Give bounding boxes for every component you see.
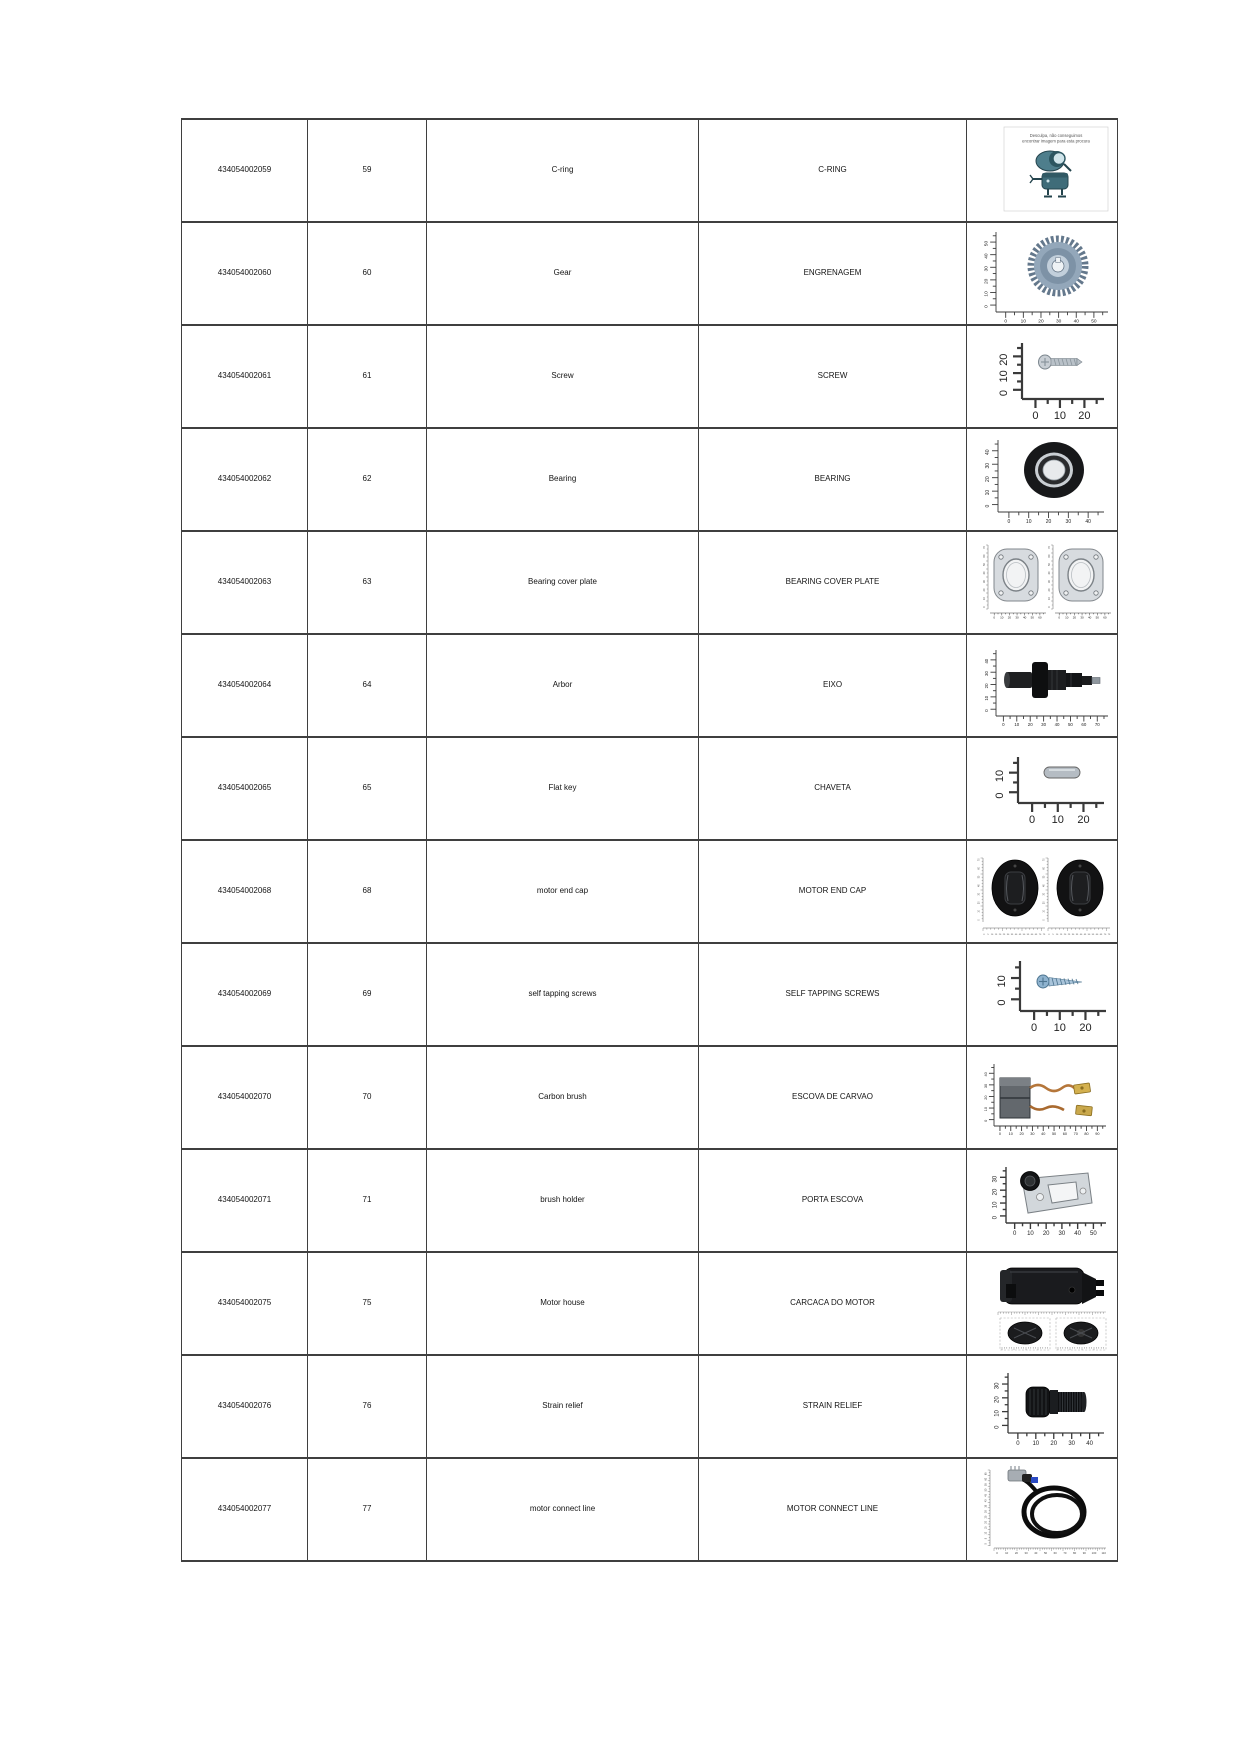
table-row [182,634,1118,737]
svg-text:30: 30 [994,1382,1001,1390]
svg-text:20: 20 [1077,410,1091,422]
svg-text:0: 0 [992,615,995,620]
svg-text:10: 10 [984,291,990,297]
svg-text:0: 0 [998,1131,1001,1136]
carbon-brush-image [970,1048,1115,1147]
svg-text:0: 0 [1001,721,1005,727]
svg-text:90: 90 [1082,1551,1086,1555]
part-image-cell [967,634,1118,737]
part-name-pt-cell: EIXO [699,634,967,737]
part-name-pt-cell: BEARING [699,428,967,531]
svg-text:0: 0 [983,1119,988,1122]
svg-text:50: 50 [982,563,986,566]
svg-text:30: 30 [982,580,986,583]
svg-text:50: 50 [1067,721,1073,727]
bearing-image [970,430,1115,529]
part-image-cell [967,840,1118,943]
item-number-cell: 65 [308,737,427,840]
svg-text:40: 40 [983,1072,988,1077]
svg-text:0: 0 [984,1543,987,1545]
svg-text:70: 70 [1043,858,1045,862]
svg-text:20: 20 [1007,615,1011,620]
svg-text:40: 40 [1047,571,1051,575]
table-row [182,119,1118,222]
svg-text:0: 0 [997,390,1010,397]
svg-text:20: 20 [1072,615,1076,620]
svg-text:10: 10 [1013,721,1019,727]
svg-text:35: 35 [1075,934,1078,936]
svg-text:40: 40 [1040,1131,1045,1136]
table-row [182,1252,1118,1355]
parts-table-body [182,119,1118,1561]
svg-text:40: 40 [1054,721,1059,727]
svg-text:10: 10 [1047,597,1051,600]
svg-text:0: 0 [994,1425,1001,1429]
svg-text:10: 10 [990,934,993,936]
svg-text:10: 10 [995,975,1008,988]
svg-text:60: 60 [984,1477,987,1481]
part-name-pt-cell: STRAIN RELIEF [699,1355,967,1458]
svg-text:20: 20 [1047,588,1051,592]
svg-text:40: 40 [984,253,990,259]
part-name-pt-cell: SELF TAPPING SCREWS [699,943,967,1046]
svg-text:encontrar imagem para esta pro: encontrar imagem para esta procura [1021,138,1090,144]
svg-text:20: 20 [1076,814,1090,826]
svg-text:30: 30 [1058,1231,1065,1237]
svg-text:15: 15 [1059,934,1062,936]
svg-text:10: 10 [994,1410,1001,1417]
svg-text:30: 30 [1065,519,1071,525]
svg-text:40: 40 [1043,884,1045,887]
svg-text:10: 10 [1031,1441,1039,1447]
svg-text:30: 30 [1055,319,1061,323]
part-name-en-cell: self tapping screws [427,943,699,1046]
svg-text:30: 30 [984,266,990,272]
part-name-en-cell: Bearing [427,428,699,531]
svg-text:10: 10 [1051,814,1064,826]
svg-text:30: 30 [1024,1551,1028,1555]
svg-text:50: 50 [984,1488,987,1492]
svg-text:10: 10 [978,910,980,913]
svg-text:50: 50 [1051,1131,1056,1136]
svg-text:0: 0 [995,999,1008,1006]
svg-text:10: 10 [1064,615,1068,620]
part-number-cell: 434054002076 [182,1355,308,1458]
svg-text:70: 70 [978,858,980,862]
part-name-pt-cell: BEARING COVER PLATE [699,531,967,634]
svg-text:20: 20 [1043,901,1045,905]
svg-text:0: 0 [1012,1231,1016,1237]
svg-text:65: 65 [984,1472,987,1476]
svg-text:40: 40 [984,449,991,456]
svg-text:70: 70 [1038,934,1041,936]
part-name-en-cell: motor connect line [427,1458,699,1561]
svg-text:40: 40 [1084,519,1091,525]
svg-text:25: 25 [984,1515,987,1519]
svg-text:20: 20 [1049,1441,1057,1447]
svg-text:20: 20 [1063,934,1066,936]
svg-text:20: 20 [1042,1231,1050,1237]
svg-text:60: 60 [1030,934,1033,936]
part-number-cell: 434054002063 [182,531,308,634]
svg-text:0: 0 [1047,934,1050,936]
part-name-pt-cell: MOTOR CONNECT LINE [699,1458,967,1561]
svg-text:5: 5 [984,1537,987,1540]
svg-text:30: 30 [1067,1441,1075,1447]
part-image-cell [967,428,1118,531]
svg-text:100: 100 [1091,1551,1096,1555]
svg-text:0: 0 [978,919,980,921]
svg-text:40: 40 [978,884,980,887]
part-name-pt-cell: PORTA ESCOVA [699,1149,967,1252]
svg-text:50: 50 [1087,934,1090,936]
part-name-pt-cell: C-RING [699,119,967,222]
svg-text:50: 50 [1047,563,1051,566]
svg-text:25: 25 [1002,934,1005,936]
table-row [182,943,1118,1046]
svg-text:0: 0 [1030,1022,1037,1034]
svg-text:60: 60 [1095,934,1098,936]
part-name-en-cell: Arbor [427,634,699,737]
end-caps-image [970,842,1115,941]
svg-text:40: 40 [1022,615,1026,620]
svg-text:30: 30 [984,462,991,469]
svg-text:25: 25 [1067,934,1070,936]
part-number-cell: 434054002062 [182,428,308,531]
svg-text:0: 0 [1003,319,1007,323]
svg-text:30: 30 [1029,1131,1035,1136]
svg-text:20: 20 [998,934,1001,936]
svg-text:20: 20 [982,588,986,592]
svg-text:30: 30 [983,1083,988,1089]
svg-text:40: 40 [1014,934,1017,936]
part-name-pt-cell: ENGRENAGEM [699,222,967,325]
svg-text:80: 80 [1072,1551,1076,1555]
table-row [182,428,1118,531]
table-row [182,737,1118,840]
svg-text:35: 35 [1010,934,1013,936]
svg-text:65: 65 [1099,934,1102,936]
svg-text:65: 65 [1034,934,1037,936]
svg-text:0: 0 [992,1216,999,1220]
part-image-cell [967,119,1118,222]
svg-text:10: 10 [1055,934,1058,936]
svg-text:50: 50 [1095,615,1099,620]
part-image-cell [967,222,1118,325]
svg-text:40: 40 [984,1499,987,1503]
part-number-cell: 434054002061 [182,325,308,428]
part-name-en-cell: C-ring [427,119,699,222]
svg-text:40: 40 [1087,615,1091,620]
svg-text:20: 20 [983,683,989,689]
flat-key-image [970,739,1115,838]
part-name-en-cell: brush holder [427,1149,699,1252]
table-row [182,531,1118,634]
svg-text:75: 75 [1042,934,1045,936]
svg-text:10: 10 [984,489,991,496]
svg-text:10: 10 [984,1531,987,1535]
svg-text:0: 0 [1043,919,1045,921]
svg-text:40: 40 [1033,1551,1037,1555]
table-row [182,1355,1118,1458]
svg-text:0: 0 [982,606,986,608]
svg-text:20: 20 [984,1521,987,1524]
svg-text:35: 35 [984,1504,987,1508]
svg-text:70: 70 [982,546,986,549]
part-number-cell: 434054002069 [182,943,308,1046]
part-name-en-cell: Screw [427,325,699,428]
svg-text:45: 45 [1018,934,1021,936]
svg-text:20: 20 [984,278,990,284]
part-number-cell: 434054002070 [182,1046,308,1149]
svg-text:55: 55 [1026,934,1029,936]
table-row [182,325,1118,428]
svg-text:10: 10 [997,370,1010,383]
svg-text:0: 0 [1057,615,1060,620]
placeholder-image [970,121,1115,220]
svg-text:10: 10 [1053,1022,1066,1034]
part-image-cell [967,943,1118,1046]
svg-text:70: 70 [1047,546,1051,549]
part-name-pt-cell: SCREW [699,325,967,428]
item-number-cell: 63 [308,531,427,634]
svg-text:110: 110 [1100,1551,1106,1555]
svg-text:40: 40 [1073,319,1079,323]
part-number-cell: 434054002068 [182,840,308,943]
svg-text:30: 30 [978,892,980,896]
strain-relief-image [970,1357,1115,1456]
svg-text:80: 80 [1083,1131,1089,1136]
part-image-cell [967,1355,1118,1458]
item-number-cell: 71 [308,1149,427,1252]
svg-text:60: 60 [1047,554,1051,558]
svg-text:10: 10 [1008,1131,1013,1136]
svg-text:90: 90 [1094,1131,1099,1136]
part-image-cell [967,1458,1118,1561]
svg-text:10: 10 [1053,410,1066,422]
svg-text:45: 45 [1083,934,1086,936]
svg-text:75: 75 [1107,934,1110,936]
svg-text:60: 60 [1062,1131,1067,1136]
svg-text:20: 20 [992,1188,999,1196]
arbor-image [970,636,1115,735]
svg-text:20: 20 [1045,519,1051,525]
brush-holder-image [970,1151,1115,1250]
svg-text:20: 20 [994,1396,1001,1403]
table-row [182,222,1118,325]
svg-text:70: 70 [1094,721,1100,727]
tapping-screw-image [970,945,1115,1044]
svg-text:0: 0 [984,305,990,308]
svg-text:30: 30 [1014,615,1019,620]
part-name-en-cell: Bearing cover plate [427,531,699,634]
part-image-cell [967,1149,1118,1252]
svg-text:20: 20 [1018,1131,1024,1136]
svg-text:0: 0 [1015,1441,1020,1447]
svg-text:20: 20 [1027,721,1033,727]
item-number-cell: 70 [308,1046,427,1149]
part-number-cell: 434054002071 [182,1149,308,1252]
svg-text:15: 15 [994,934,997,936]
part-name-pt-cell: CARCACA DO MOTOR [699,1252,967,1355]
svg-text:5: 5 [1051,934,1054,936]
svg-text:40: 40 [1085,1441,1093,1447]
svg-text:10: 10 [1020,319,1026,323]
svg-text:30: 30 [1047,580,1051,583]
svg-text:30: 30 [1040,721,1046,727]
svg-text:0: 0 [983,709,989,712]
svg-text:0: 0 [995,1551,998,1555]
item-number-cell: 69 [308,943,427,1046]
svg-text:40: 40 [983,658,989,664]
svg-text:0: 0 [982,934,985,936]
svg-text:55: 55 [1091,934,1094,936]
svg-text:15: 15 [984,1526,987,1530]
svg-text:40: 40 [1073,1231,1081,1237]
svg-text:70: 70 [1062,1551,1066,1555]
screw-image [970,327,1115,426]
svg-text:Desculpa, não conseguimos: Desculpa, não conseguimos [1029,133,1082,138]
svg-text:20: 20 [983,1095,988,1100]
svg-text:5: 5 [986,934,989,936]
part-name-pt-cell: ESCOVA DE CARVAO [699,1046,967,1149]
svg-text:20: 20 [978,901,980,905]
svg-text:55: 55 [984,1483,987,1486]
svg-text:60: 60 [1053,1551,1057,1555]
svg-text:30: 30 [1006,934,1009,936]
svg-text:40: 40 [1079,934,1082,936]
svg-text:0: 0 [1028,814,1035,826]
svg-text:20: 20 [997,353,1010,366]
part-image-cell [967,325,1118,428]
svg-text:0: 0 [1007,519,1010,525]
svg-text:50: 50 [1030,615,1034,620]
svg-text:10: 10 [992,1201,999,1209]
part-number-cell: 434054002064 [182,634,308,737]
svg-text:10: 10 [999,615,1003,620]
svg-text:60: 60 [1037,615,1042,620]
svg-text:0: 0 [993,792,1006,799]
table-row [182,1149,1118,1252]
svg-text:70: 70 [1103,934,1106,936]
svg-text:70: 70 [1073,1131,1078,1136]
svg-text:50: 50 [984,240,990,247]
svg-text:10: 10 [993,769,1006,783]
svg-text:10: 10 [982,597,986,600]
item-number-cell: 59 [308,119,427,222]
parts-table [181,118,1118,1562]
table-row [182,840,1118,943]
cover-plates-image [970,533,1115,632]
svg-text:60: 60 [1080,721,1086,727]
svg-text:10: 10 [1004,1551,1008,1555]
svg-text:20: 20 [1014,1551,1018,1555]
part-image-cell [967,531,1118,634]
svg-text:10: 10 [983,695,989,701]
svg-text:10: 10 [1025,519,1031,525]
svg-text:0: 0 [1031,410,1039,422]
part-name-en-cell: motor end cap [427,840,699,943]
gear-image [970,224,1115,323]
part-name-en-cell: Flat key [427,737,699,840]
svg-text:10: 10 [1043,910,1045,913]
part-number-cell: 434054002065 [182,737,308,840]
svg-text:20: 20 [1037,319,1044,323]
part-name-en-cell: Motor house [427,1252,699,1355]
svg-text:10: 10 [983,1107,988,1112]
svg-text:40: 40 [982,571,986,575]
part-number-cell: 434054002077 [182,1458,308,1561]
item-number-cell: 64 [308,634,427,737]
part-name-en-cell: Carbon brush [427,1046,699,1149]
part-name-en-cell: Strain relief [427,1355,699,1458]
svg-text:30: 30 [992,1175,999,1183]
svg-text:50: 50 [1022,934,1025,936]
svg-text:20: 20 [984,476,991,482]
svg-text:30: 30 [1071,934,1074,936]
part-image-cell [967,1046,1118,1149]
svg-text:10: 10 [1026,1231,1034,1237]
svg-text:30: 30 [983,671,989,676]
item-number-cell: 75 [308,1252,427,1355]
part-name-pt-cell: MOTOR END CAP [699,840,967,943]
item-number-cell: 77 [308,1458,427,1561]
item-number-cell: 61 [308,325,427,428]
connect-line-image [970,1460,1115,1559]
svg-text:30: 30 [984,1510,987,1513]
svg-text:50: 50 [1043,875,1045,879]
part-image-cell [967,737,1118,840]
svg-text:60: 60 [978,867,980,870]
svg-text:60: 60 [1043,867,1045,870]
item-number-cell: 60 [308,222,427,325]
svg-text:60: 60 [982,554,986,558]
motor-house-image [970,1254,1115,1353]
svg-text:50: 50 [978,875,980,879]
svg-text:50: 50 [1090,319,1097,323]
svg-text:50: 50 [1089,1231,1097,1237]
part-image-cell [967,1252,1118,1355]
svg-text:50: 50 [1043,1551,1047,1555]
part-number-cell: 434054002060 [182,222,308,325]
svg-text:0: 0 [1047,606,1051,608]
part-number-cell: 434054002059 [182,119,308,222]
svg-text:45: 45 [984,1494,987,1497]
part-name-pt-cell: CHAVETA [699,737,967,840]
svg-text:30: 30 [1043,892,1045,896]
item-number-cell: 68 [308,840,427,943]
item-number-cell: 76 [308,1355,427,1458]
table-row [182,1458,1118,1561]
svg-text:0: 0 [984,504,991,508]
table-row [182,1046,1118,1149]
svg-text:30: 30 [1079,615,1084,620]
svg-text:20: 20 [1078,1022,1092,1034]
part-name-en-cell: Gear [427,222,699,325]
part-number-cell: 434054002075 [182,1252,308,1355]
item-number-cell: 62 [308,428,427,531]
svg-text:60: 60 [1102,615,1107,620]
